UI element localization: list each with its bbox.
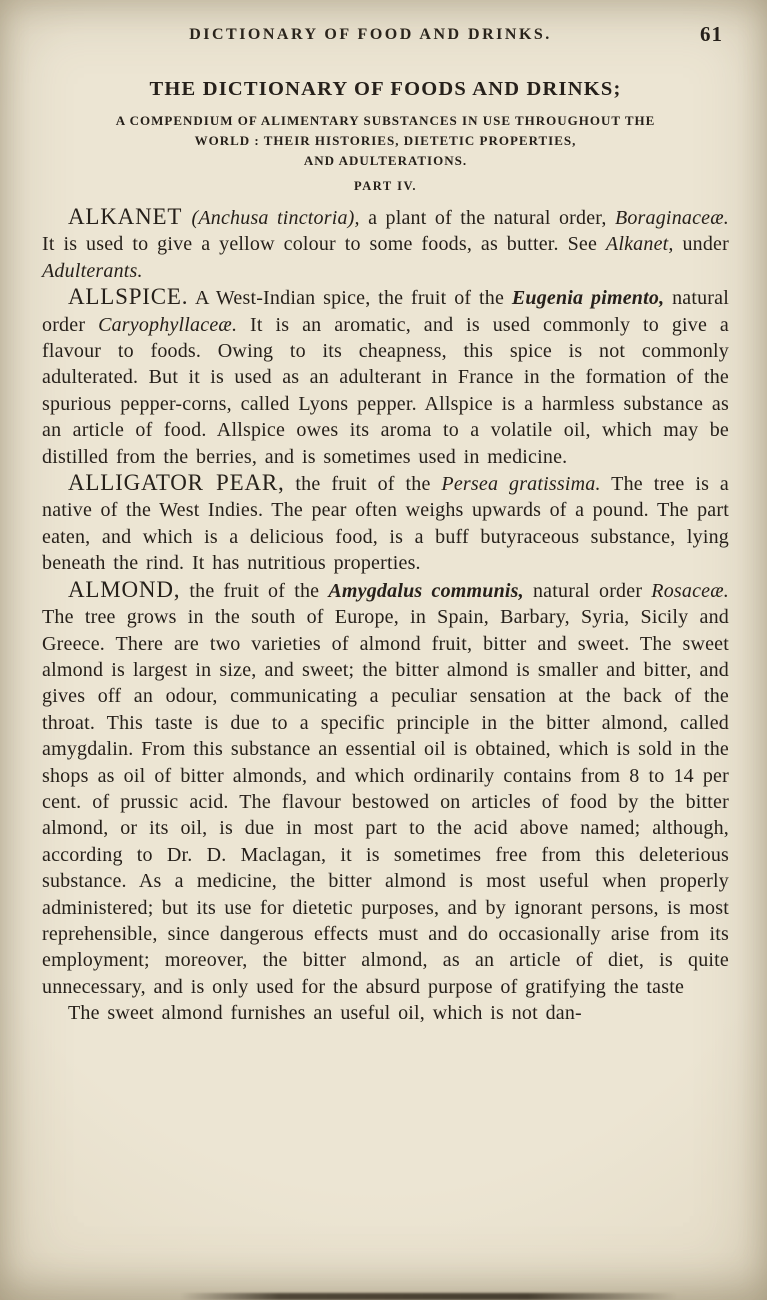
paragraph <box>42 1000 729 1026</box>
subtitle-line: AND ADULTERATIONS. <box>303 153 468 168</box>
page-number: 61 <box>700 22 723 46</box>
subtitle-line: A COMPENDIUM OF ALIMENTARY SUBSTANCES IN USE THROUGHOUT THE <box>115 113 656 128</box>
text-run: A West-Indian spice, the fruit of the <box>188 287 512 310</box>
text-run: It is used to give a yellow colour to some foods, as butter. See <box>42 233 606 256</box>
entry-word: ALMOND, <box>68 576 181 602</box>
text-run: (Anchusa tinctoria), <box>191 207 360 229</box>
text-run: Persea gratissima. <box>441 473 601 496</box>
paragraph <box>42 577 729 1001</box>
body-text <box>42 204 729 1027</box>
part-label: PART IV. <box>354 179 417 193</box>
entry-word: ALLIGATOR PEAR, <box>68 470 285 496</box>
text-run: The sweet almond furnishes an useful oil, which is not dan- <box>68 1002 582 1025</box>
text-run: The tree grows in the south of Europe, in Spain, Barbary, Syria, Sicily and Greece. There are two varieties of almond fruit, bitter and sweet. The sweet almond is largest in size, and sweet; the bitter almond is smaller and bitter, and gives off an odour, communicating a peculiar sensation at the back of the throat. This taste is due to a specific principle in the bitter almond, called amygdalin. From this substance an essential oil is obtained, which is sold in the shops as oil of bitter almonds, and which ordinarily contains from 8 to 14 per cent. of prussic acid. The flavour bestowed on articles of food by the bitter almond, or its oil, is due in most part to the acid above named; although, according to Dr. D. Maclagan, it is sometimes free from this deleterious substance. As a medicine, the bitter almond is most useful when properly administered; but its use for dietetic purposes, and by ignorant persons, is most reprehensible, since dangerous effects must and do occasionally arise from its employment; moreover, the bitter almond, as an article of diet, is quite unnecessary, and is only used for the absurd purpose of gratifying the taste <box>42 606 729 998</box>
text-run: natural order <box>523 579 652 602</box>
text-run: Eugenia pimento, <box>511 287 665 310</box>
text-run: the fruit of the <box>180 579 329 602</box>
text-run: a plant of the natural order, <box>359 207 615 229</box>
text-run: the fruit of the <box>284 473 442 496</box>
text-run: The tree is a native of the West Indies. The pear often weighs upwards of a pound. The part eaten, and which is a delicious food, is a buff butyraceous substance, lying beneath the rind. It has nutritious properties. <box>42 473 729 575</box>
entry-word: ALLSPICE. <box>68 284 189 310</box>
text-run: Boraginaceæ. <box>614 207 729 229</box>
page-title: THE DICTIONARY OF FOODS AND DRINKS; <box>149 78 622 100</box>
subtitle <box>42 111 729 171</box>
text-run: Alkanet, <box>605 233 674 256</box>
paragraph <box>42 284 729 470</box>
paragraph <box>42 470 729 577</box>
text-run: It is an aromatic, and is used commonly to give a flavour to foods. Owing to its cheapness, this spice is not commonly adulterated. But it is used as an adulterant in France in the formation of the spurious pepper-corns, called Lyons pepper. Allspice is a harmless substance as an article of food. Allspice owes its aroma to a volatile oil, which may be distilled from the berries, and is sometimes used in medicine. <box>42 313 730 468</box>
text-run: Caryophyllaceæ. <box>98 313 238 336</box>
text-run: Amygdalus communis, <box>328 579 524 602</box>
running-header-title: DICTIONARY OF FOOD AND DRINKS. <box>189 26 552 43</box>
text-run: under <box>673 233 729 256</box>
entry-word: ALKANET <box>68 204 192 229</box>
text-run: Adulterants. <box>42 259 143 282</box>
paragraph <box>42 204 729 284</box>
text-run: natural order <box>42 287 729 336</box>
text-run: Rosaceæ. <box>651 579 729 602</box>
subtitle-line: WORLD : THEIR HISTORIES, DIETETIC PROPERTIES, <box>194 133 577 148</box>
running-header <box>42 22 729 52</box>
